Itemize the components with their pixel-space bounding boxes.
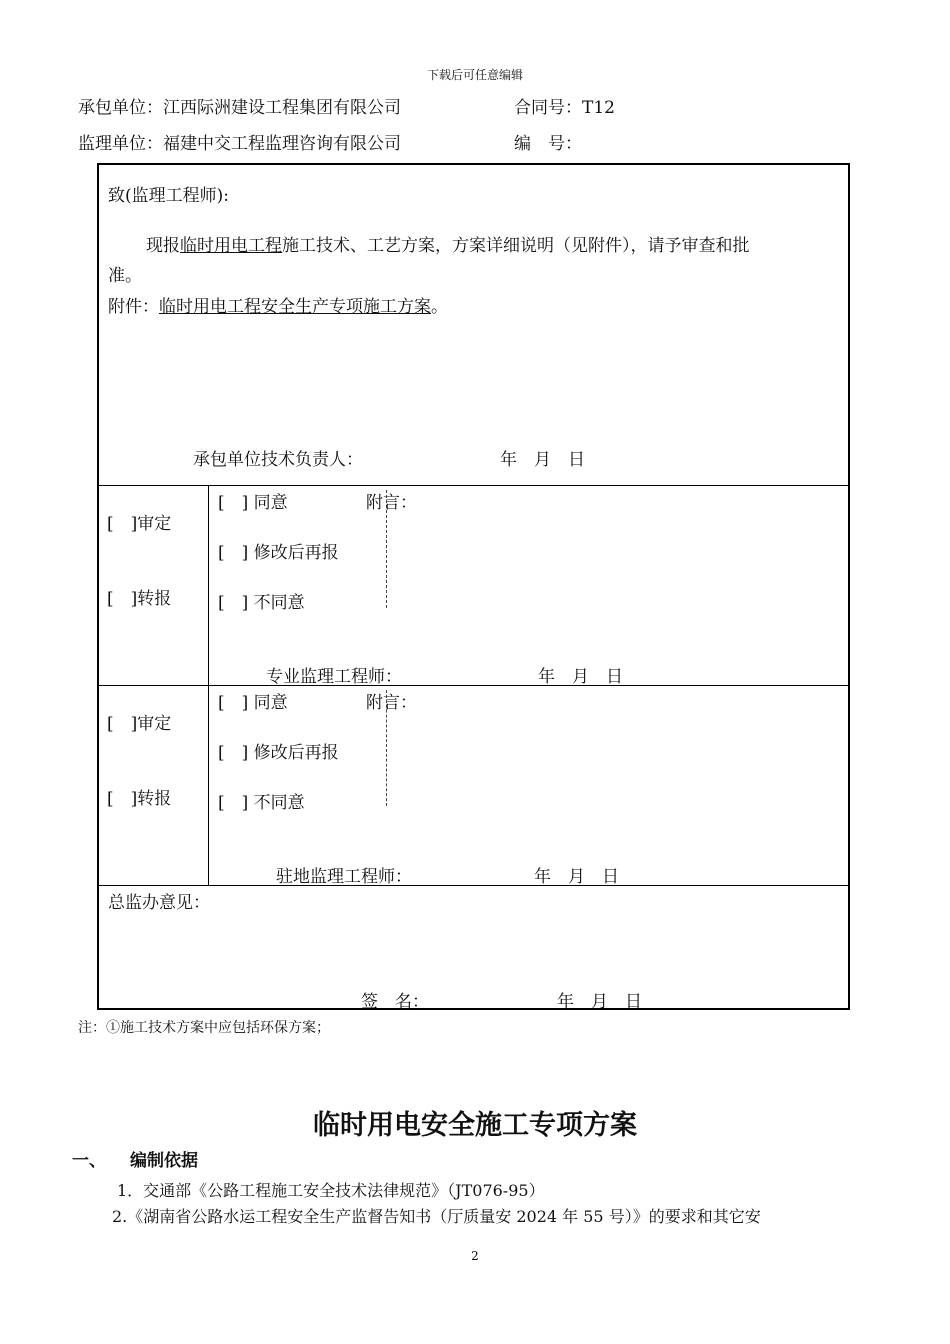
review2-sign-label: 驻地监理工程师：: [276, 867, 412, 887]
supervisor-value: 福建中交工程监理咨询有限公司: [163, 134, 401, 154]
body-post: 施工技术、工艺方案，方案详细说明（见附件），请予审查和批: [282, 236, 750, 256]
review1-agree: [ ] 同意: [218, 493, 288, 513]
document-title: 临时用电安全施工专项方案: [313, 1110, 637, 1141]
review1-date: 年 月 日: [538, 667, 623, 687]
section1-title: 编制依据: [130, 1151, 198, 1171]
review2-date: 年 月 日: [534, 867, 619, 887]
form-frame: [97, 163, 850, 1010]
review1-approve: [ ]审定: [107, 514, 172, 534]
contractor-line: [78, 93, 401, 118]
attachment-line: [108, 292, 448, 317]
basis-item-2: 2.《湖南省公路水运工程安全生产监督告知书（厅质量安 2024 年 55 号）》的要求和其它安: [112, 1207, 761, 1226]
review1-sign-label: 专业监理工程师：: [266, 667, 402, 687]
row-divider-1: [97, 485, 850, 486]
addressee: 致(监理工程师):: [108, 186, 229, 206]
review1-revise: [ ] 修改后再报: [218, 543, 339, 563]
contract-no-value: T12: [582, 98, 615, 118]
review1-remark: 附言：: [366, 493, 417, 513]
supervisor-line: [78, 129, 401, 154]
header-note: 下载后可任意编辑: [426, 68, 523, 82]
contractor-value: 江西际洲建设工程集团有限公司: [163, 98, 401, 118]
chief-opinion-label: 总监办意见：: [108, 893, 210, 913]
supervisor-label: 监理单位：: [78, 134, 163, 154]
attachment-label: 附件：: [108, 297, 159, 317]
attachment-value: 临时用电工程安全生产专项施工方案: [159, 297, 431, 317]
row-divider-3: [97, 885, 850, 886]
row-divider-2: [97, 685, 850, 686]
review2-remark: 附言：: [366, 693, 417, 713]
body-underlined: 临时用电工程: [180, 236, 282, 256]
contractor-label: 承包单位：: [78, 98, 163, 118]
contract-no-line: [514, 93, 615, 118]
review2-forward: [ ]转报: [107, 789, 172, 809]
page-number: 2: [471, 1249, 479, 1263]
contract-no-label: 合同号：: [514, 98, 582, 118]
basis-item-1: 1．交通部《公路工程施工安全技术法律规范》（JT076-95）: [117, 1181, 545, 1200]
attachment-end: 。: [431, 297, 448, 317]
review1-disagree: [ ] 不同意: [218, 593, 305, 613]
review2-agree: [ ] 同意: [218, 693, 288, 713]
final-sign-date: 年 月 日: [557, 992, 642, 1012]
review1-forward: [ ]转报: [107, 589, 172, 609]
review2-disagree: [ ] 不同意: [218, 793, 305, 813]
footnote: 注：①施工技术方案中应包括环保方案；: [78, 1020, 330, 1036]
body-pre: 现报: [146, 236, 180, 256]
contractor-sign-label: 承包单位技术负责人：: [193, 450, 363, 470]
serial-no-label: 编 号：: [514, 134, 582, 154]
review2-revise: [ ] 修改后再报: [218, 743, 339, 763]
submission-body-cont: 准。: [108, 266, 142, 286]
final-sign-label: 签 名：: [361, 992, 429, 1012]
section1-number: 一、: [72, 1151, 106, 1171]
review2-approve: [ ]审定: [107, 714, 172, 734]
serial-no-line: [514, 129, 582, 154]
contractor-sign-date: 年 月 日: [500, 450, 585, 470]
column-divider: [208, 485, 209, 885]
submission-body: [146, 231, 750, 256]
